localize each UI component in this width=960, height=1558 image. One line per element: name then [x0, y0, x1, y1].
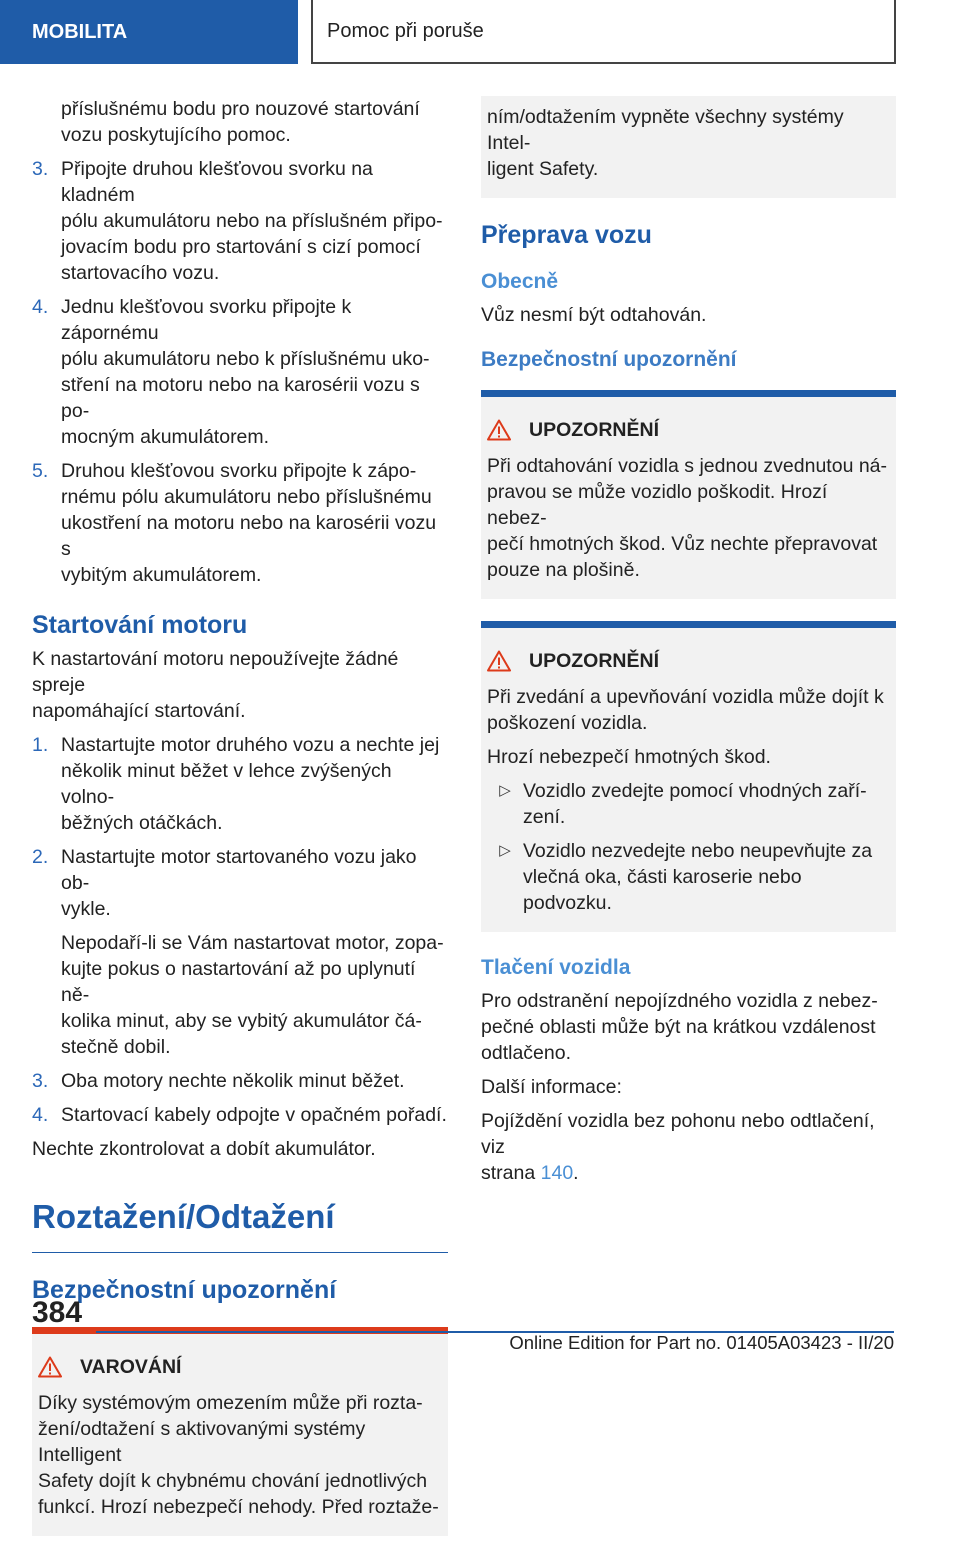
- list-item: [32, 458, 448, 588]
- warning-text: Díky systémovým omezením může při rozta- žení/odtažení s aktivovanými systémy Intelligent Safety dojít k chybnému chování jednotlivých funkcí. Hrozí nebezpečí nehody. Před roztaže-: [38, 1392, 439, 1518]
- step-text: Připojte druhou klešťovou svorku na kladném pólu akumulátoru nebo na příslušném připo- jovacím bodu pro startování s cizí pomocí startovacího vozu.: [61, 158, 443, 284]
- bullet-arrow-icon: ▷: [499, 842, 511, 859]
- page-number: 384: [32, 1296, 83, 1329]
- heading-pushing: Tlačení vozidla: [481, 956, 631, 979]
- intro-paragraph: příslušnému bodu pro nouzové startování vozu poskytujícího pomoc.: [61, 98, 420, 146]
- caution-title: UPOZORNĚNÍ: [529, 650, 660, 672]
- heading-transport: Přeprava vozu: [481, 221, 652, 249]
- warning-triangle-icon: [38, 1356, 62, 1378]
- heading-general: Obecně: [481, 270, 559, 293]
- steps-list-start: [32, 732, 448, 1128]
- section-tab: [0, 0, 298, 64]
- section-title: MOBILITA: [32, 20, 128, 43]
- warning-box: [32, 1327, 448, 1536]
- warning-triangle-icon: [487, 419, 511, 441]
- general-text: Vůz nesmí být odtahován.: [481, 304, 707, 326]
- caution-text: Při zvedání a upevňování vozidla může dojít k poškození vozidla.: [487, 686, 884, 734]
- caution-danger: Hrozí nebezpečí hmotných škod.: [487, 746, 771, 768]
- caution-box: [481, 390, 896, 599]
- heading-safety-right: Bezpečnostní upozornění: [481, 348, 737, 371]
- chapter-tab: [311, 0, 896, 64]
- list-item: [32, 156, 448, 286]
- bullet-text: Vozidlo nezvedejte nebo neupevňujte za vlečná oka, části karoserie nebo podvozku.: [523, 840, 873, 914]
- pushing-text: Pro odstranění nepojízdného vozidla z nebez- pečné oblasti může být na krátkou vzdálenost odtlačeno.: [481, 990, 878, 1064]
- warning-title: VAROVÁNÍ: [80, 1356, 182, 1378]
- heading-safety-left: Bezpečnostní upozornění: [32, 1276, 337, 1304]
- step-text: Nastartujte motor startovaného vozu jako ob- vykle. Nepodaří-li se Vám nastartovat motor, zopa- kujte pokus o nastartování až po uplynutí ně- kolika minut, aby se vybitý akumulátor čá- stečně dobil.: [61, 844, 448, 1060]
- caution-title: UPOZORNĚNÍ: [529, 419, 660, 441]
- bullet-arrow-icon: ▷: [499, 782, 511, 799]
- step-number: 4.: [32, 296, 49, 318]
- list-item: [487, 778, 888, 830]
- engine-start-intro: K nastartování motoru nepoužívejte žádné spreje napomáhající startování.: [32, 648, 399, 722]
- bullet-text: Vozidlo zvedejte pomocí vhodných zaří- zení.: [523, 780, 867, 828]
- list-item: [32, 732, 448, 836]
- more-info-label: Další informace:: [481, 1076, 622, 1098]
- cross-reference: Pojíždění vozidla bez pohonu nebo odtlačení, viz strana 140.: [481, 1110, 875, 1184]
- right-column: [481, 96, 896, 1194]
- step-number: 3.: [32, 158, 49, 180]
- step-number: 3.: [32, 1070, 49, 1092]
- step-number: 5.: [32, 460, 49, 482]
- chapter-title: Pomoc při poruše: [327, 19, 484, 42]
- caution-title-row: [487, 648, 888, 674]
- heading-towing: Roztažení/Odtažení: [32, 1196, 448, 1253]
- closing-text: Nechte zkontrolovat a dobít akumulátor.: [32, 1138, 376, 1160]
- step-text: Jednu klešťovou svorku připojte k zápornému pólu akumulátoru nebo k příslušnému uko- stření na motoru nebo na karosérii vozu s po- mocným akumulátorem.: [61, 296, 430, 448]
- heading-engine-start: Startování motoru: [32, 611, 248, 639]
- step-number: 4.: [32, 1104, 49, 1126]
- list-item: [32, 1102, 448, 1128]
- step-number: 1.: [32, 734, 49, 756]
- list-item: [487, 838, 888, 916]
- step-number: 2.: [32, 846, 49, 868]
- caution-box: [481, 621, 896, 932]
- warning-title-row: [38, 1354, 440, 1380]
- steps-list-connect: [32, 156, 448, 588]
- list-item: [32, 1068, 448, 1094]
- step-text: Nastartujte motor druhého vozu a nechte jej několik minut běžet v lehce zvýšených volno- běžných otáčkách.: [61, 734, 440, 834]
- edition-footer: Online Edition for Part no. 01405A03423 - II/20: [509, 1332, 894, 1353]
- step-text: Druhou klešťovou svorku připojte k zápo- rnému pólu akumulátoru nebo příslušnému ukostření na motoru nebo na karosérii vozu s vybitým akumulátorem.: [61, 460, 437, 586]
- caution-title-row: [487, 417, 888, 443]
- page-link[interactable]: 140: [540, 1162, 574, 1184]
- list-item: [32, 294, 448, 450]
- warning-triangle-icon: [487, 650, 511, 672]
- list-item: [32, 844, 448, 1060]
- step-note: Nepodaří-li se Vám nastartovat motor, zopa- kujte pokus o nastartování až po uplynutí ně- kolika minut, aby se vybitý akumulátor čá- stečně dobil.: [61, 932, 444, 1058]
- warning-box-continued: ním/odtažením vypněte všechny systémy Intel- ligent Safety.: [481, 96, 896, 198]
- step-text: Oba motory nechte několik minut běžet.: [61, 1070, 405, 1092]
- step-text: Startovací kabely odpojte v opačném pořadí.: [61, 1104, 447, 1126]
- caution-text: Při odtahování vozidla s jednou zvednutou ná- pravou se může vozidlo poškodit. Hrozí nebez- pečí hmotných škod. Vůz nechte přepravovat pouze na plošině.: [487, 455, 888, 581]
